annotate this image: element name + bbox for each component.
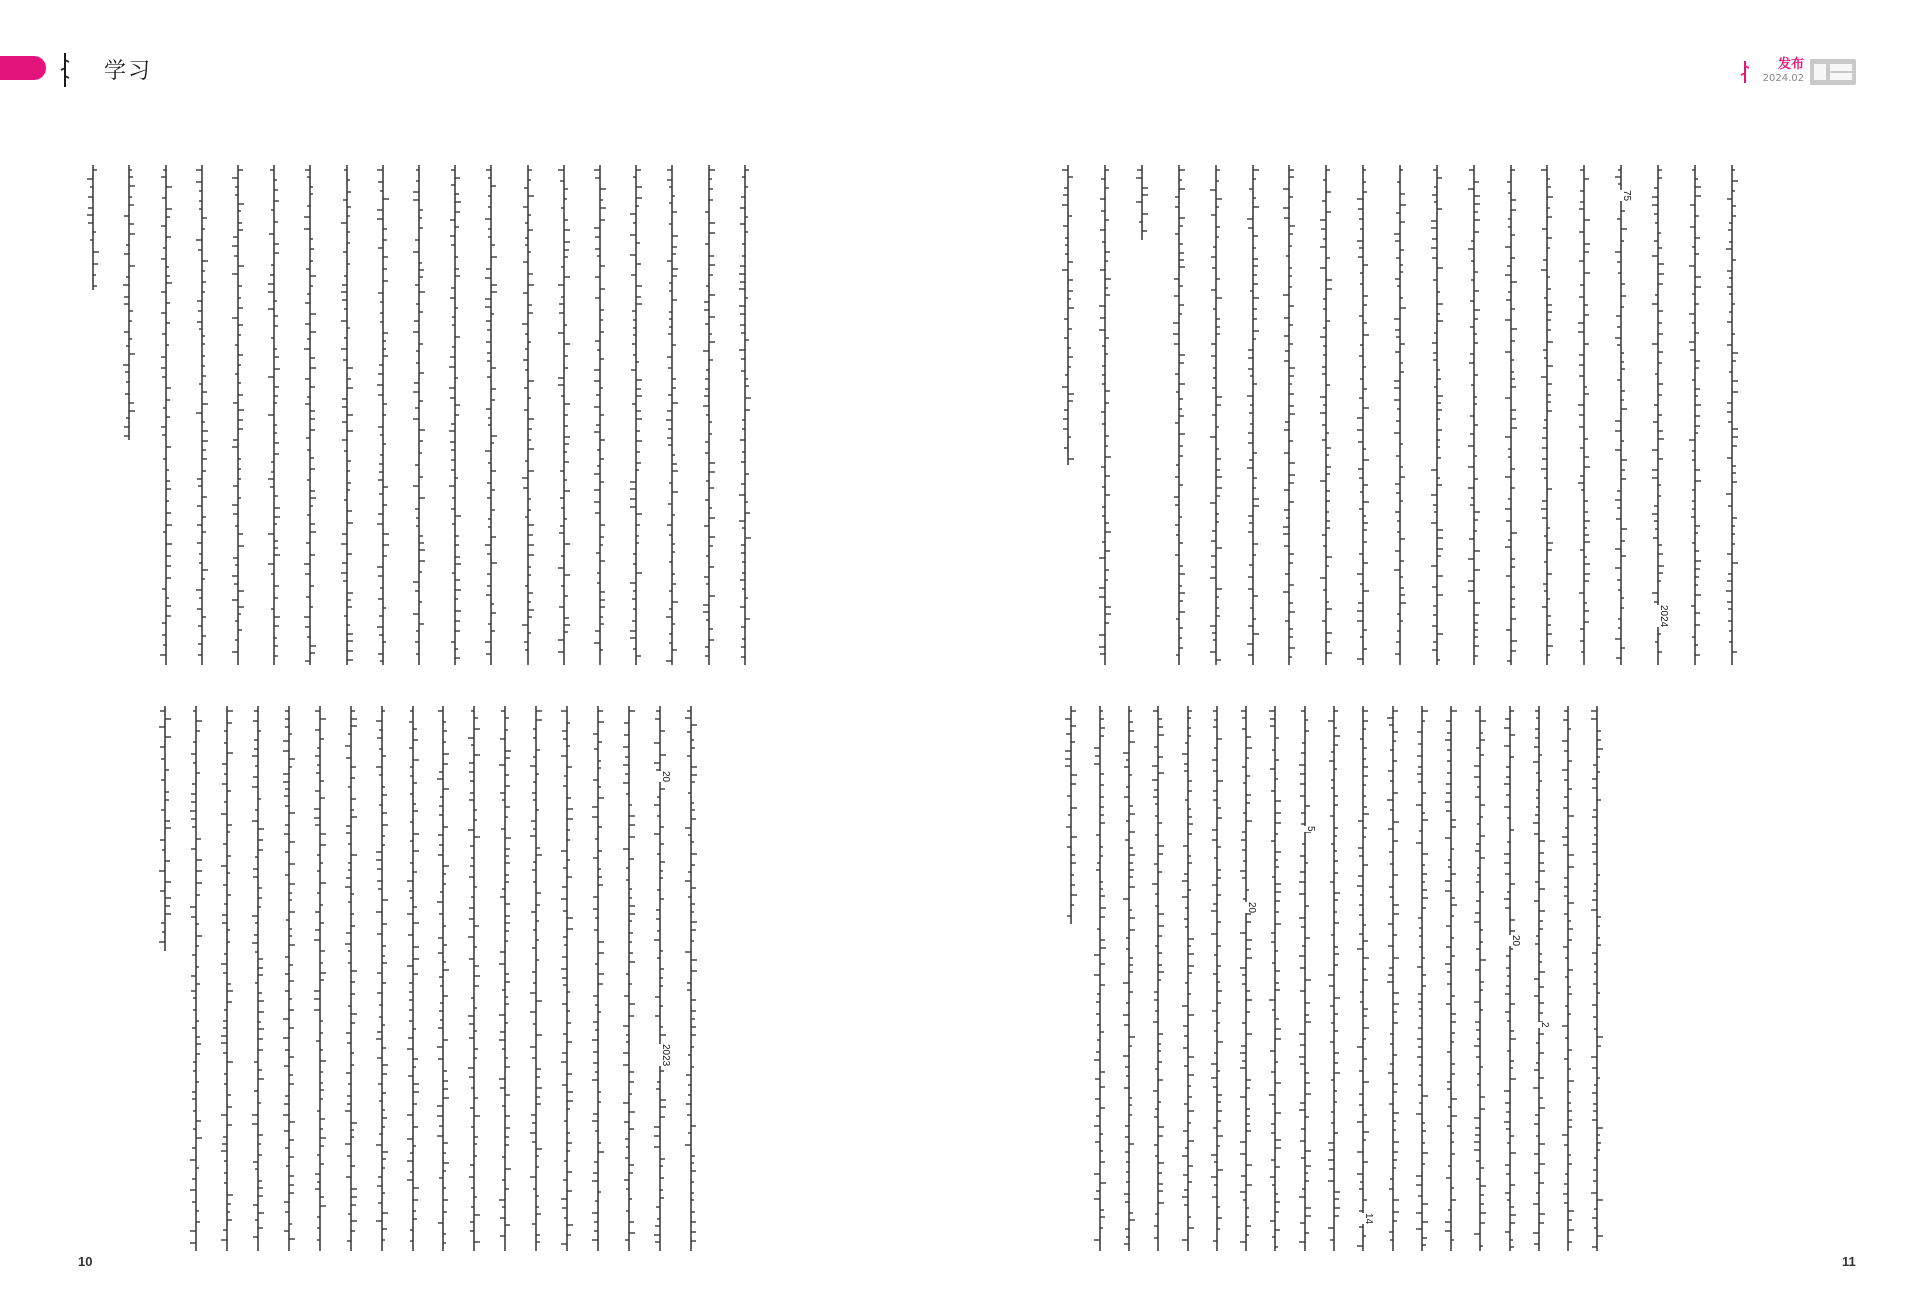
issue-date: 2024.02 — [1762, 73, 1804, 84]
text-column — [1532, 706, 1550, 1251]
text-column — [1430, 165, 1444, 665]
text-column — [313, 706, 327, 1251]
text-column — [557, 165, 571, 665]
text-column — [1577, 165, 1591, 665]
text-column — [560, 706, 574, 1251]
text-column — [1503, 706, 1521, 1251]
column-baseline — [195, 706, 197, 1251]
text-column — [1239, 706, 1257, 1251]
text-column — [1393, 165, 1407, 665]
text-column — [653, 706, 671, 1251]
column-baseline — [1510, 165, 1512, 665]
text-column — [158, 706, 172, 951]
text-column — [1135, 165, 1149, 240]
text-column — [1172, 165, 1186, 665]
text-column — [231, 165, 245, 665]
right-lower-text-block — [1056, 706, 1612, 1251]
text-column — [1415, 706, 1429, 1251]
masthead-label: 发布 — [1777, 57, 1804, 72]
text-column — [412, 165, 426, 665]
text-column — [591, 706, 605, 1251]
column-baseline — [473, 706, 475, 1251]
column-baseline — [309, 165, 311, 665]
column-baseline — [1245, 706, 1247, 1251]
left-lower-text-block — [150, 706, 706, 1251]
page-number-left: 10 — [78, 1254, 93, 1269]
text-column — [702, 165, 716, 665]
text-column — [1151, 706, 1165, 1251]
inline-number: 20 — [1236, 902, 1256, 913]
text-column — [376, 165, 390, 665]
text-column — [1181, 706, 1195, 1251]
inline-number: 20 — [650, 771, 670, 782]
text-column — [484, 165, 498, 665]
inline-number: 20 — [1500, 935, 1520, 946]
text-column — [1093, 706, 1107, 1251]
text-column — [1725, 165, 1739, 665]
text-column — [1473, 706, 1487, 1251]
column-baseline — [1104, 165, 1106, 665]
column-baseline — [165, 165, 167, 665]
page-number-right: 11 — [1842, 1254, 1856, 1269]
text-column — [467, 706, 481, 1251]
text-column — [629, 165, 643, 665]
text-column — [1098, 165, 1112, 665]
column-baseline — [535, 706, 537, 1251]
column-baseline — [1099, 706, 1101, 1251]
inline-number: 2023 — [650, 1044, 670, 1066]
text-column — [1614, 165, 1632, 665]
text-column — [159, 165, 173, 665]
text-column — [593, 165, 607, 665]
column-baseline — [1288, 165, 1290, 665]
text-column — [1444, 706, 1458, 1251]
column-baseline — [628, 706, 630, 1251]
text-column — [1590, 706, 1604, 1251]
text-column — [1561, 706, 1575, 1251]
text-column — [340, 165, 354, 665]
inline-number: 5 — [1295, 826, 1315, 832]
text-column — [1467, 165, 1481, 665]
column-baseline — [744, 165, 746, 665]
text-column — [1356, 706, 1374, 1251]
column-baseline — [92, 165, 94, 290]
text-column — [1688, 165, 1702, 665]
logo-mark-icon — [1810, 59, 1856, 85]
text-column — [86, 165, 100, 290]
publication-logo — [1810, 59, 1856, 85]
text-column — [1651, 165, 1669, 665]
text-column — [622, 706, 636, 1251]
inline-number: 2024 — [1648, 605, 1668, 627]
column-baseline — [490, 165, 492, 665]
inline-number: 14 — [1353, 1213, 1373, 1224]
text-column — [282, 706, 296, 1251]
text-column — [195, 165, 209, 665]
inline-number: 75 — [1611, 190, 1631, 201]
text-column — [448, 165, 462, 665]
text-column — [1282, 165, 1296, 665]
text-column — [1209, 165, 1223, 665]
text-column — [189, 706, 203, 1251]
text-column — [1246, 165, 1260, 665]
text-column — [1268, 706, 1282, 1251]
column-baseline — [226, 706, 228, 1251]
text-column — [684, 706, 698, 1251]
text-column — [303, 165, 317, 665]
masthead — [1740, 58, 1908, 88]
text-column — [344, 706, 358, 1251]
text-column — [1356, 165, 1370, 665]
mongolian-section-mark — [60, 52, 70, 88]
text-column — [1298, 706, 1316, 1251]
column-baseline — [1274, 706, 1276, 1251]
column-baseline — [1436, 165, 1438, 665]
text-column — [665, 165, 679, 665]
mongolian-masthead-mark — [1740, 60, 1750, 84]
column-baseline — [1187, 706, 1189, 1251]
text-column — [529, 706, 543, 1251]
text-column — [1540, 165, 1554, 665]
column-baseline — [1421, 706, 1423, 1251]
text-column — [122, 165, 136, 440]
inline-number: 2 — [1529, 1022, 1549, 1028]
text-column — [1064, 706, 1078, 924]
section-title: 学习 — [104, 59, 153, 84]
column-baseline — [412, 706, 414, 1251]
text-column — [1122, 706, 1136, 1251]
text-column — [220, 706, 234, 1251]
text-column — [1210, 706, 1224, 1251]
text-column — [498, 706, 512, 1251]
text-column — [375, 706, 389, 1251]
text-column — [267, 165, 281, 665]
text-column — [251, 706, 265, 1251]
column-baseline — [527, 165, 529, 665]
column-baseline — [1450, 706, 1452, 1251]
column-baseline — [1392, 706, 1394, 1251]
text-column — [1327, 706, 1341, 1251]
left-upper-text-block — [75, 165, 763, 665]
text-column — [1504, 165, 1518, 665]
text-column — [1386, 706, 1400, 1251]
text-column — [521, 165, 535, 665]
text-column — [406, 706, 420, 1251]
column-baseline — [1252, 165, 1254, 665]
text-column — [1319, 165, 1333, 665]
section-tab — [0, 56, 46, 80]
text-column — [738, 165, 752, 665]
text-column — [436, 706, 450, 1251]
text-column — [1061, 165, 1075, 465]
right-upper-text-block — [1050, 165, 1750, 665]
column-baseline — [1509, 706, 1511, 1251]
column-baseline — [1067, 165, 1069, 465]
